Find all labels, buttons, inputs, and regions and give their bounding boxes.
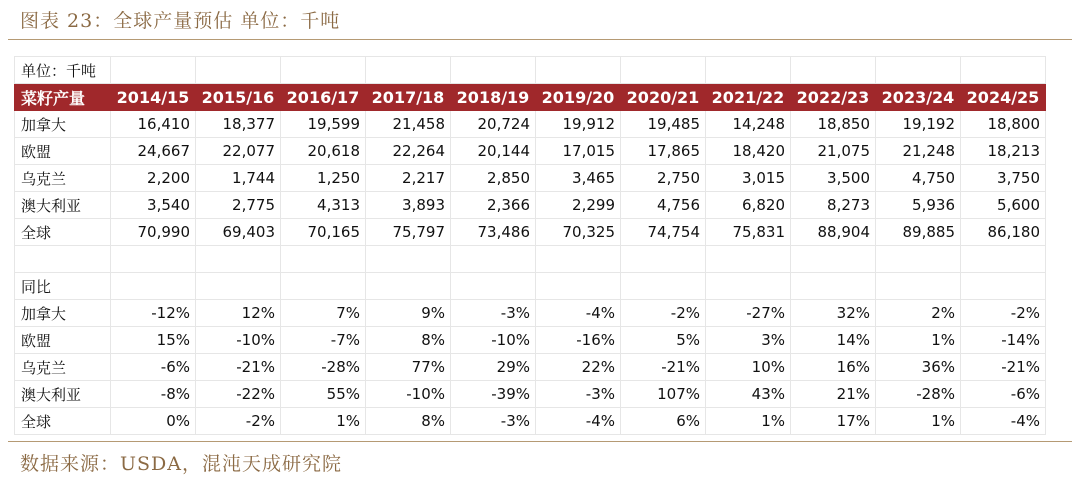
value-cell: 6,820: [706, 192, 791, 219]
yoy-cell: -14%: [961, 327, 1046, 354]
yoy-label: 同比: [15, 273, 111, 300]
table-body: [15, 57, 1046, 435]
empty-cell: [706, 246, 791, 273]
value-cell: 73,486: [451, 219, 536, 246]
yoy-cell: 43%: [706, 381, 791, 408]
year-header: 2016/17: [281, 84, 366, 111]
region-label: 澳大利亚: [15, 192, 111, 219]
yoy-cell: -10%: [451, 327, 536, 354]
value-cell: 70,325: [536, 219, 621, 246]
yoy-cell: 22%: [536, 354, 621, 381]
empty-cell: [366, 273, 451, 300]
value-cell: 21,458: [366, 111, 451, 138]
yoy-cell: -2%: [961, 300, 1046, 327]
yoy-cell: -22%: [196, 381, 281, 408]
value-cell: 2,217: [366, 165, 451, 192]
empty-cell: [876, 246, 961, 273]
yoy-cell: 5%: [621, 327, 706, 354]
region-label: 乌克兰: [15, 354, 111, 381]
year-header: 2015/16: [196, 84, 281, 111]
region-label: 加拿大: [15, 111, 111, 138]
year-header: 2023/24: [876, 84, 961, 111]
yoy-cell: 16%: [791, 354, 876, 381]
yoy-label-row: [15, 273, 1046, 300]
table-row: [15, 165, 1046, 192]
value-cell: 20,724: [451, 111, 536, 138]
value-cell: 16,410: [111, 111, 196, 138]
value-cell: 17,865: [621, 138, 706, 165]
empty-cell: [876, 273, 961, 300]
value-cell: 5,600: [961, 192, 1046, 219]
region-label: 欧盟: [15, 138, 111, 165]
value-cell: 2,750: [621, 165, 706, 192]
empty-cell: [281, 57, 366, 84]
yoy-cell: 0%: [111, 408, 196, 435]
table-row: [15, 192, 1046, 219]
yoy-cell: -8%: [111, 381, 196, 408]
value-cell: 18,377: [196, 111, 281, 138]
value-cell: 3,750: [961, 165, 1046, 192]
empty-cell: [876, 57, 961, 84]
empty-cell: [366, 246, 451, 273]
yoy-cell: -3%: [536, 381, 621, 408]
year-header: 2021/22: [706, 84, 791, 111]
table-row: [15, 354, 1046, 381]
yoy-cell: -3%: [451, 408, 536, 435]
value-cell: 74,754: [621, 219, 706, 246]
value-cell: 69,403: [196, 219, 281, 246]
table-row: [15, 381, 1046, 408]
yoy-cell: -27%: [706, 300, 791, 327]
value-cell: 5,936: [876, 192, 961, 219]
value-cell: 21,075: [791, 138, 876, 165]
value-cell: 1,744: [196, 165, 281, 192]
empty-cell: [451, 273, 536, 300]
yoy-cell: -16%: [536, 327, 621, 354]
yoy-cell: 8%: [366, 408, 451, 435]
empty-cell: [111, 246, 196, 273]
value-cell: 24,667: [111, 138, 196, 165]
region-label: 全球: [15, 408, 111, 435]
empty-cell: [536, 246, 621, 273]
value-cell: 2,200: [111, 165, 196, 192]
value-cell: 2,850: [451, 165, 536, 192]
value-cell: 70,165: [281, 219, 366, 246]
year-header: 2020/21: [621, 84, 706, 111]
yoy-cell: 1%: [281, 408, 366, 435]
value-cell: 18,850: [791, 111, 876, 138]
yoy-cell: -39%: [451, 381, 536, 408]
value-cell: 1,250: [281, 165, 366, 192]
value-cell: 22,077: [196, 138, 281, 165]
empty-cell: [196, 273, 281, 300]
empty-cell: [196, 57, 281, 84]
empty-cell: [536, 273, 621, 300]
source-note: 数据来源：USDA，混沌天成研究院: [20, 453, 342, 475]
yoy-cell: -6%: [961, 381, 1046, 408]
empty-cell: [111, 57, 196, 84]
value-cell: 2,775: [196, 192, 281, 219]
yoy-cell: -10%: [366, 381, 451, 408]
region-label: 乌克兰: [15, 165, 111, 192]
year-header: 2024/25: [961, 84, 1046, 111]
yoy-cell: 17%: [791, 408, 876, 435]
region-label: 欧盟: [15, 327, 111, 354]
table-row: [15, 219, 1046, 246]
value-cell: 20,144: [451, 138, 536, 165]
yoy-cell: -21%: [961, 354, 1046, 381]
yoy-cell: 1%: [706, 408, 791, 435]
yoy-cell: -4%: [536, 300, 621, 327]
yoy-cell: 12%: [196, 300, 281, 327]
value-cell: 18,420: [706, 138, 791, 165]
bottom-rule: [8, 441, 1072, 442]
yoy-cell: -28%: [876, 381, 961, 408]
yoy-cell: -2%: [196, 408, 281, 435]
year-header: 2018/19: [451, 84, 536, 111]
value-cell: 3,500: [791, 165, 876, 192]
empty-cell: [621, 57, 706, 84]
table-row: [15, 408, 1046, 435]
yoy-cell: -28%: [281, 354, 366, 381]
value-cell: 8,273: [791, 192, 876, 219]
yoy-cell: -21%: [621, 354, 706, 381]
yoy-cell: 32%: [791, 300, 876, 327]
value-cell: 88,904: [791, 219, 876, 246]
value-cell: 3,465: [536, 165, 621, 192]
empty-cell: [961, 57, 1046, 84]
value-cell: 2,366: [451, 192, 536, 219]
value-cell: 2,299: [536, 192, 621, 219]
value-cell: 4,313: [281, 192, 366, 219]
value-cell: 19,485: [621, 111, 706, 138]
yoy-cell: -3%: [451, 300, 536, 327]
header-row: [15, 84, 1046, 111]
empty-cell: [791, 57, 876, 84]
value-cell: 14,248: [706, 111, 791, 138]
table-row: [15, 300, 1046, 327]
empty-cell: [706, 273, 791, 300]
year-header: 2022/23: [791, 84, 876, 111]
table-row: [15, 111, 1046, 138]
header-label: 菜籽产量: [15, 84, 111, 111]
value-cell: 4,756: [621, 192, 706, 219]
value-cell: 70,990: [111, 219, 196, 246]
year-header: 2019/20: [536, 84, 621, 111]
value-cell: 19,599: [281, 111, 366, 138]
value-cell: 21,248: [876, 138, 961, 165]
value-cell: 18,213: [961, 138, 1046, 165]
yoy-cell: 9%: [366, 300, 451, 327]
yoy-cell: -4%: [536, 408, 621, 435]
yoy-cell: 14%: [791, 327, 876, 354]
value-cell: 89,885: [876, 219, 961, 246]
figure-caption: 图表 23：全球产量预估 单位：千吨: [20, 10, 341, 32]
empty-cell: [281, 273, 366, 300]
empty-cell: [621, 273, 706, 300]
empty-cell: [15, 246, 111, 273]
table-row: [15, 138, 1046, 165]
table-row: [15, 327, 1046, 354]
yoy-cell: 55%: [281, 381, 366, 408]
empty-cell: [196, 246, 281, 273]
value-cell: 3,540: [111, 192, 196, 219]
empty-cell: [961, 246, 1046, 273]
production-table: [14, 56, 1046, 435]
unit-label: 单位：千吨: [15, 57, 111, 84]
value-cell: 19,912: [536, 111, 621, 138]
yoy-cell: -7%: [281, 327, 366, 354]
value-cell: 75,831: [706, 219, 791, 246]
yoy-cell: -2%: [621, 300, 706, 327]
yoy-cell: 15%: [111, 327, 196, 354]
empty-cell: [961, 273, 1046, 300]
empty-cell: [281, 246, 366, 273]
yoy-cell: 21%: [791, 381, 876, 408]
empty-cell: [621, 246, 706, 273]
yoy-cell: 36%: [876, 354, 961, 381]
empty-cell: [451, 57, 536, 84]
unit-row: [15, 57, 1046, 84]
empty-cell: [111, 273, 196, 300]
value-cell: 4,750: [876, 165, 961, 192]
yoy-cell: 77%: [366, 354, 451, 381]
yoy-cell: 8%: [366, 327, 451, 354]
region-label: 加拿大: [15, 300, 111, 327]
region-label: 澳大利亚: [15, 381, 111, 408]
region-label: 全球: [15, 219, 111, 246]
yoy-cell: 6%: [621, 408, 706, 435]
value-cell: 86,180: [961, 219, 1046, 246]
value-cell: 3,015: [706, 165, 791, 192]
yoy-cell: -4%: [961, 408, 1046, 435]
yoy-cell: 2%: [876, 300, 961, 327]
empty-cell: [451, 246, 536, 273]
yoy-cell: 1%: [876, 327, 961, 354]
value-cell: 75,797: [366, 219, 451, 246]
yoy-cell: 10%: [706, 354, 791, 381]
empty-cell: [536, 57, 621, 84]
value-cell: 3,893: [366, 192, 451, 219]
empty-cell: [706, 57, 791, 84]
value-cell: 20,618: [281, 138, 366, 165]
value-cell: 18,800: [961, 111, 1046, 138]
year-header: 2017/18: [366, 84, 451, 111]
top-rule: [8, 39, 1072, 40]
yoy-cell: -6%: [111, 354, 196, 381]
yoy-cell: 7%: [281, 300, 366, 327]
yoy-cell: 3%: [706, 327, 791, 354]
yoy-cell: -21%: [196, 354, 281, 381]
empty-cell: [791, 246, 876, 273]
yoy-cell: -10%: [196, 327, 281, 354]
blank-row: [15, 246, 1046, 273]
yoy-cell: -12%: [111, 300, 196, 327]
yoy-cell: 1%: [876, 408, 961, 435]
value-cell: 17,015: [536, 138, 621, 165]
empty-cell: [791, 273, 876, 300]
yoy-cell: 29%: [451, 354, 536, 381]
value-cell: 22,264: [366, 138, 451, 165]
yoy-cell: 107%: [621, 381, 706, 408]
empty-cell: [366, 57, 451, 84]
value-cell: 19,192: [876, 111, 961, 138]
year-header: 2014/15: [111, 84, 196, 111]
